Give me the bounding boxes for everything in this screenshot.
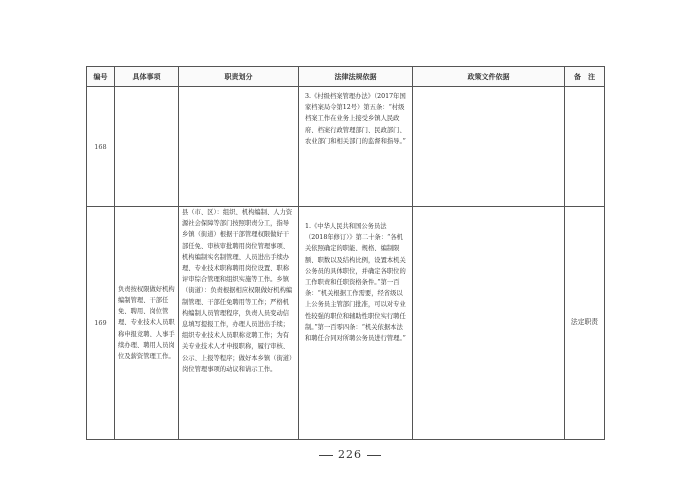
row-note [565,87,605,207]
header-law: 法律法规依据 [299,67,413,87]
row-number: 169 [87,207,115,440]
row-law-text: 1.《中华人民共和国公务员法（2018年修订）》第二十条：“各机关依照确定的职能、规格、编制限额、职数以及结构比例，设置本机关公务员的具体职位，并确定各职位的工作职责和任职资格条件。”第一百条：“机关根据工作需要，经省级以上公务员主管部门批准，可以对专业性较强的职位和辅助性职位实行聘任制。”第一百零四条：“机关依据本法和聘任合同对所聘公务员进行管理。” [305,223,406,343]
header-policy: 政策文件依据 [413,67,565,87]
row-note: 法定职责 [565,207,605,440]
footer-dash-right [367,455,381,456]
row-number: 168 [87,87,115,207]
footer-dash-left [319,455,333,456]
row-duty [179,207,299,440]
row-policy [413,207,565,440]
row-policy [413,87,565,207]
row-law [299,207,413,440]
header-item: 具体事项 [115,67,179,87]
duty-list-table [86,66,605,440]
row-law-text: 3.《村级档案管理办法》（2017年国家档案局令第12号）第五条：“村级档案工作在业务上接受乡镇人民政府、档案行政管理部门、民政部门、农业部门和相关部门的监督和指导。” [305,93,406,145]
row-item-text: 负责按权限做好机构编制管理、干部任免、聘用、岗位管理、专业技术人员职称申报竞聘、人事手续办理、聘用人员岗位及薪资管理工作。 [118,285,175,360]
row-duty-text: 县（市、区）：组织、机构编制、人力资源社会保障等部门按照职责分工，指导乡镇（街道）根据干部管理权限做好干部任免、审核审批聘用岗位管理事项、机构编制实名制管理、人员进出手续办理、专业技术职称聘用岗位设置、职称评审综合管理和组织实施等工作。乡镇（街道）：负责根据相应权限做好机构编制管理、干部任免聘用等工作；严格机构编制人员管理程序，负责人员变动信息填写提报工作，办理人员进出手续；组织专业技术人员职称竞聘工作；为有关专业技术人才申报职称，履行审核、公示、上报等程序；做好本乡镇（街道）岗位管理事项的动议和请示工作。 [182,209,293,373]
page-footer [0,448,700,461]
header-note: 备 注 [565,67,605,87]
row-item [115,207,179,440]
row-item [115,87,179,207]
table-row [87,207,605,440]
row-law [299,87,413,207]
table-header-row [87,67,605,87]
table-row [87,87,605,207]
header-duty: 职责划分 [179,67,299,87]
page-number: 226 [338,448,362,461]
header-number: 编号 [87,67,115,87]
row-duty [179,87,299,207]
